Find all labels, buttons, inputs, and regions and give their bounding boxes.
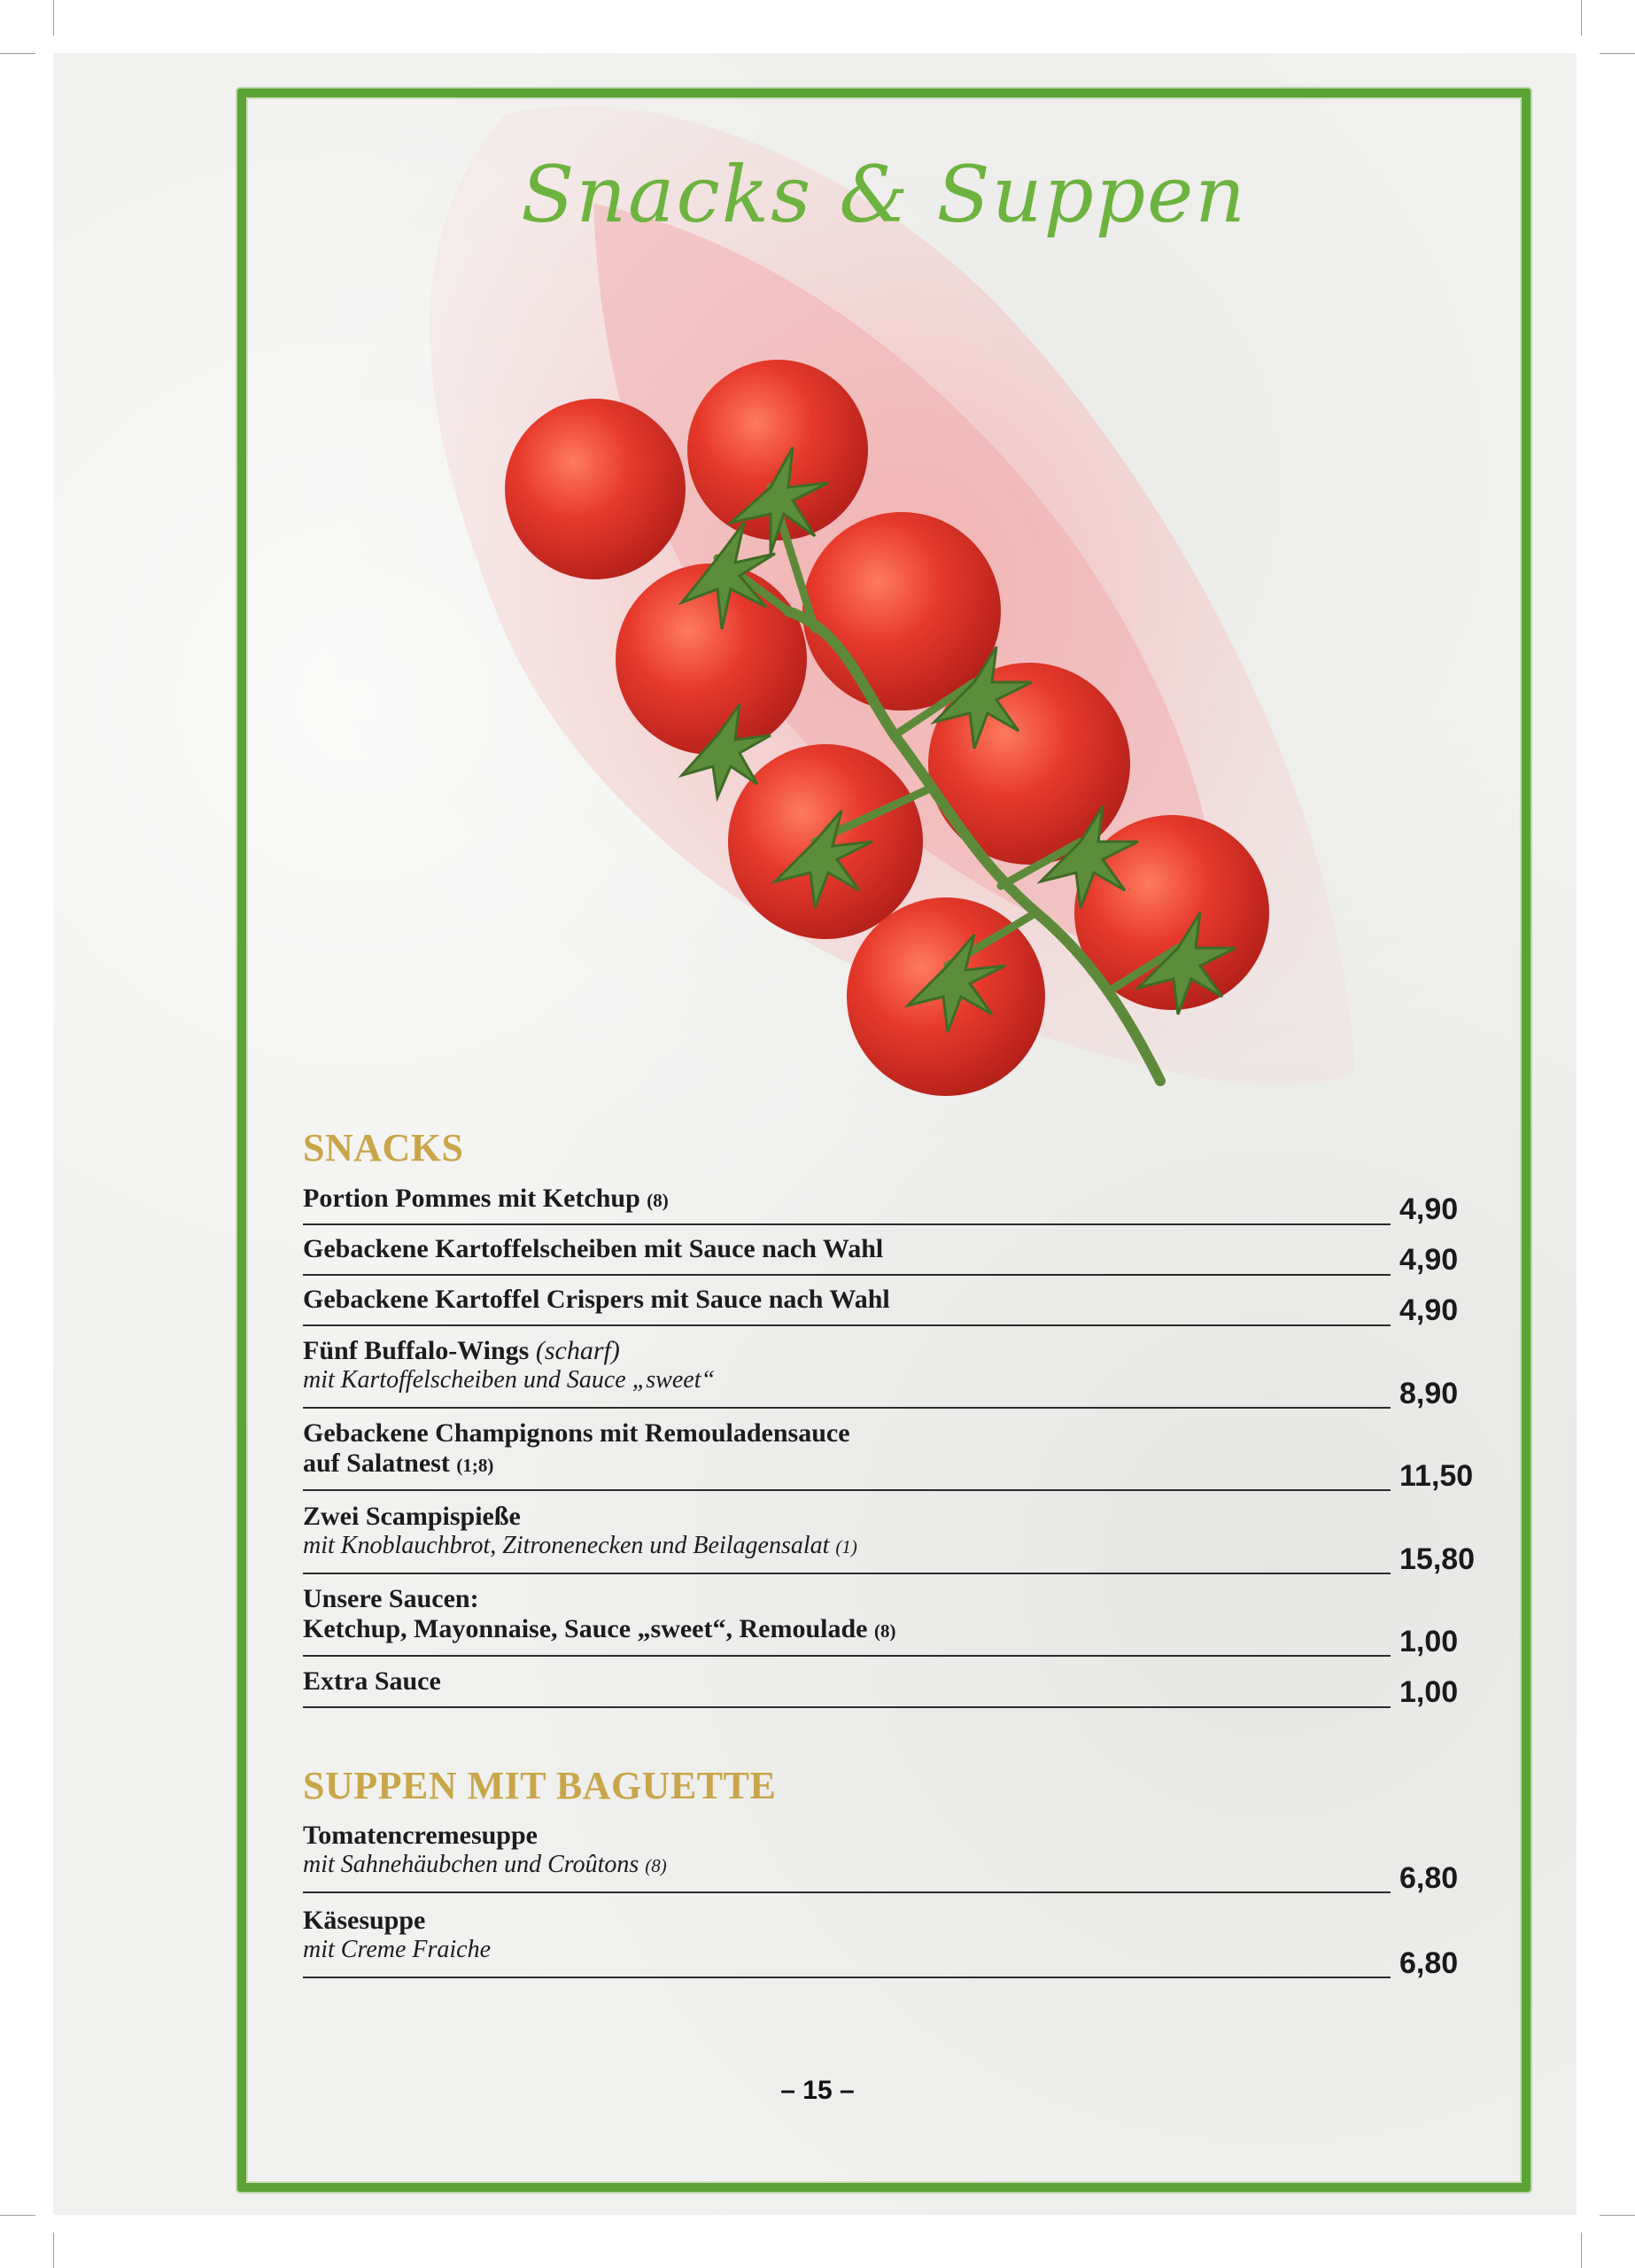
item-name: Gebackene Kartoffelscheiben mit Sauce nach Wahl — [303, 1234, 884, 1263]
dotted-rule — [303, 1274, 1391, 1276]
dotted-rule — [303, 1891, 1391, 1893]
allergen-code: (1) — [835, 1536, 857, 1557]
dotted-rule — [303, 1407, 1391, 1409]
section-title-snacks: SNACKS — [303, 1126, 464, 1169]
item-price: 6,80 — [1399, 1946, 1459, 1980]
menu-item — [303, 1666, 1472, 1709]
item-price: 8,90 — [1399, 1377, 1459, 1410]
crop-mark — [1581, 0, 1582, 35]
allergen-code: (1;8) — [456, 1455, 494, 1476]
item-description: mit Kartoffelscheiben und Sauce „sweet“ — [303, 1366, 716, 1394]
crop-mark — [53, 0, 54, 35]
menu-item — [303, 1821, 1472, 1895]
item-description: mit Sahnehäubchen und Croûtons — [303, 1851, 639, 1878]
item-name: Unsere Saucen: — [303, 1584, 479, 1613]
item-name: Extra Sauce — [303, 1666, 441, 1696]
menu-item — [303, 1418, 1474, 1493]
item-name-line2: Ketchup, Mayonnaise, Sauce „sweet“, Remoulade — [303, 1614, 868, 1643]
section-title-suppen: SUPPEN MIT BAGUETTE — [303, 1764, 777, 1807]
dotted-rule — [303, 1977, 1391, 1978]
menu-item — [303, 1336, 1472, 1410]
dotted-rule — [303, 1223, 1391, 1225]
item-name: Käsesuppe — [303, 1906, 426, 1935]
crop-mark — [0, 53, 35, 54]
dotted-rule — [303, 1706, 1391, 1708]
item-price: 4,90 — [1399, 1192, 1459, 1226]
crop-mark — [0, 2215, 35, 2216]
item-price: 11,50 — [1399, 1459, 1474, 1493]
item-price: 15,80 — [1399, 1542, 1476, 1576]
menu-item — [303, 1285, 1472, 1327]
dotted-rule — [303, 1655, 1391, 1657]
item-name: Gebackene Champignons mit Remouladensauce — [303, 1418, 850, 1448]
allergen-code: (8) — [647, 1190, 669, 1211]
item-name: Fünf Buffalo-Wings — [303, 1336, 530, 1365]
crop-mark — [53, 2233, 54, 2268]
dotted-rule — [303, 1324, 1391, 1326]
menu-item — [303, 1184, 1472, 1226]
item-price: 4,90 — [1399, 1243, 1459, 1277]
allergen-code: (8) — [873, 1620, 896, 1642]
item-price: 4,90 — [1399, 1293, 1459, 1327]
dotted-rule — [303, 1573, 1391, 1574]
item-name: Portion Pommes mit Ketchup — [303, 1184, 640, 1213]
crop-mark — [1600, 2215, 1635, 2216]
item-note: (scharf) — [535, 1336, 620, 1365]
menu-item — [303, 1906, 1472, 1980]
page-title: Snacks & Suppen — [521, 149, 1247, 240]
item-price: 1,00 — [1399, 1625, 1459, 1658]
menu-item — [303, 1502, 1476, 1576]
item-name: Gebackene Kartoffel Crispers mit Sauce nach Wahl — [303, 1285, 890, 1314]
item-name: Zwei Scampispieße — [303, 1502, 521, 1531]
item-price: 6,80 — [1399, 1861, 1459, 1895]
crop-mark — [1581, 2233, 1582, 2268]
item-description: mit Creme Fraiche — [303, 1936, 492, 1963]
menu-item — [303, 1234, 1472, 1277]
item-name-line2: auf Salatnest — [303, 1449, 450, 1478]
item-description: mit Knoblauchbrot, Zitronenecken und Beilagensalat — [303, 1532, 830, 1559]
crop-mark — [1600, 53, 1635, 54]
dotted-rule — [303, 1489, 1391, 1491]
item-price: 1,00 — [1399, 1675, 1459, 1709]
item-name: Tomatencremesuppe — [303, 1821, 538, 1850]
allergen-code: (8) — [645, 1855, 667, 1876]
page-number: – 15 – — [780, 2076, 855, 2105]
menu-item — [303, 1584, 1472, 1658]
